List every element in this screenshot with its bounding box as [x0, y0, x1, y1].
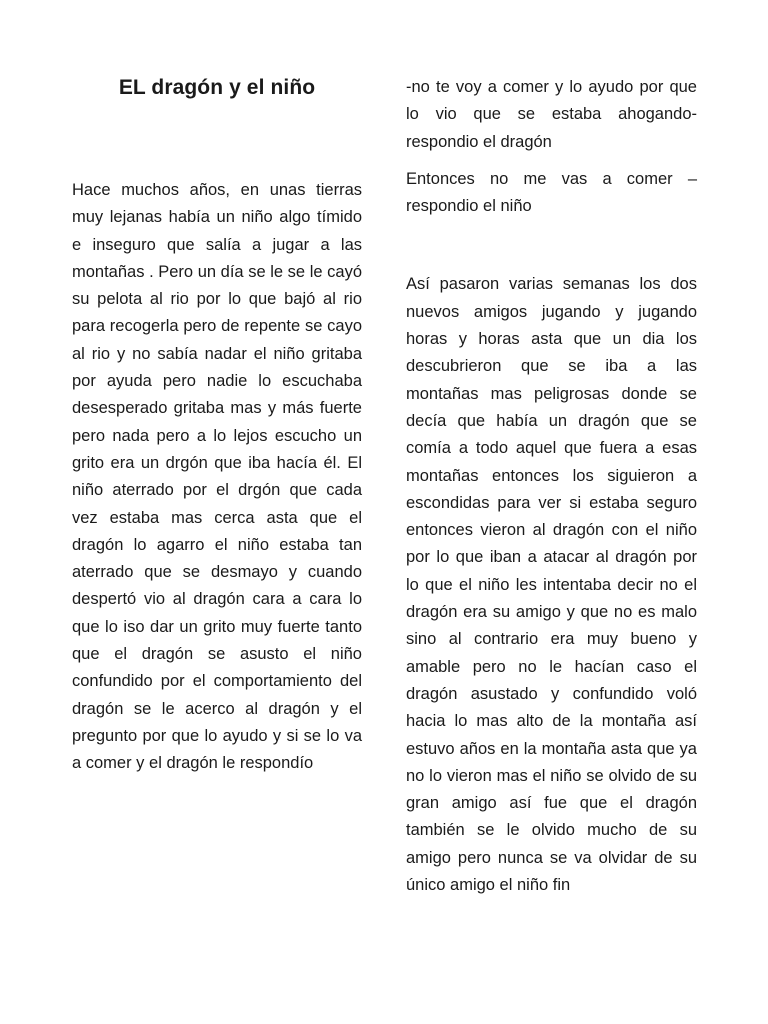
story-paragraph-ending: Así pasaron varias semanas los dos nuevos amigos jugando y jugando horas y horas asta que un dia los descubrieron que se iba a las montañas mas peligrosas donde se decía que había un dragón que se comía a todo aquel que fuera a esas montañas entonces los siguieron a escondidas para ver si estaba seguro entonces vieron al dragón con el niño por lo que iban a atacar al dragón por lo que el niño les intentaba decir no el dragón era su amigo y que no es malo sino al contrario era muy bueno y amable pero no le hacían caso el dragón asustado y confundido voló hacia lo mas alto de la montaña así estuvo años en la montaña asta que ya no lo vieron mas el niño se olvido de su gran amigo así fue que el dragón también se le olvido mucho de su amigo pero nunca se va olvidar de su único amigo el niño fin [406, 275, 697, 895]
document-title: EL dragón y el niño [118, 76, 316, 99]
story-paragraph-dragon-reply: -no te voy a comer y lo ayudo por que lo vio que se estaba ahogando-respondio el dragón [406, 78, 697, 151]
right-column [406, 74, 697, 899]
story-paragraph-child-reply: Entonces no me vas a comer – respondio el niño [406, 169, 697, 216]
story-paragraph-intro: Hace muchos años, en unas tierras muy lejanas había un niño algo tímido e inseguro que salía a jugar a las montañas . Pero un día se le se le cayó su pelota al rio por lo que bajó al rio para recogerla pero de repente se cayo al rio y no sabía nadar el niño gritaba por ayuda pero nadie lo escuchaba desesperado gritaba mas y más fuerte pero nada pero a lo lejos escucho un grito era un drgón que iba hacía él. El niño aterrado por el drgón que cada vez estaba mas cerca asta que el dragón lo agarro el niño estaba tan aterrado que se desmayo y cuando despertó vio al dragón cara a cara lo que lo iso dar un grito muy fuerte tanto que el dragón se asusto el niño confundido por el comportamiento del dragón se le acerco al dragón y el pregunto por que lo ayudo y si se lo va a comer y el dragón le respondío [72, 181, 362, 773]
left-column [72, 177, 362, 778]
